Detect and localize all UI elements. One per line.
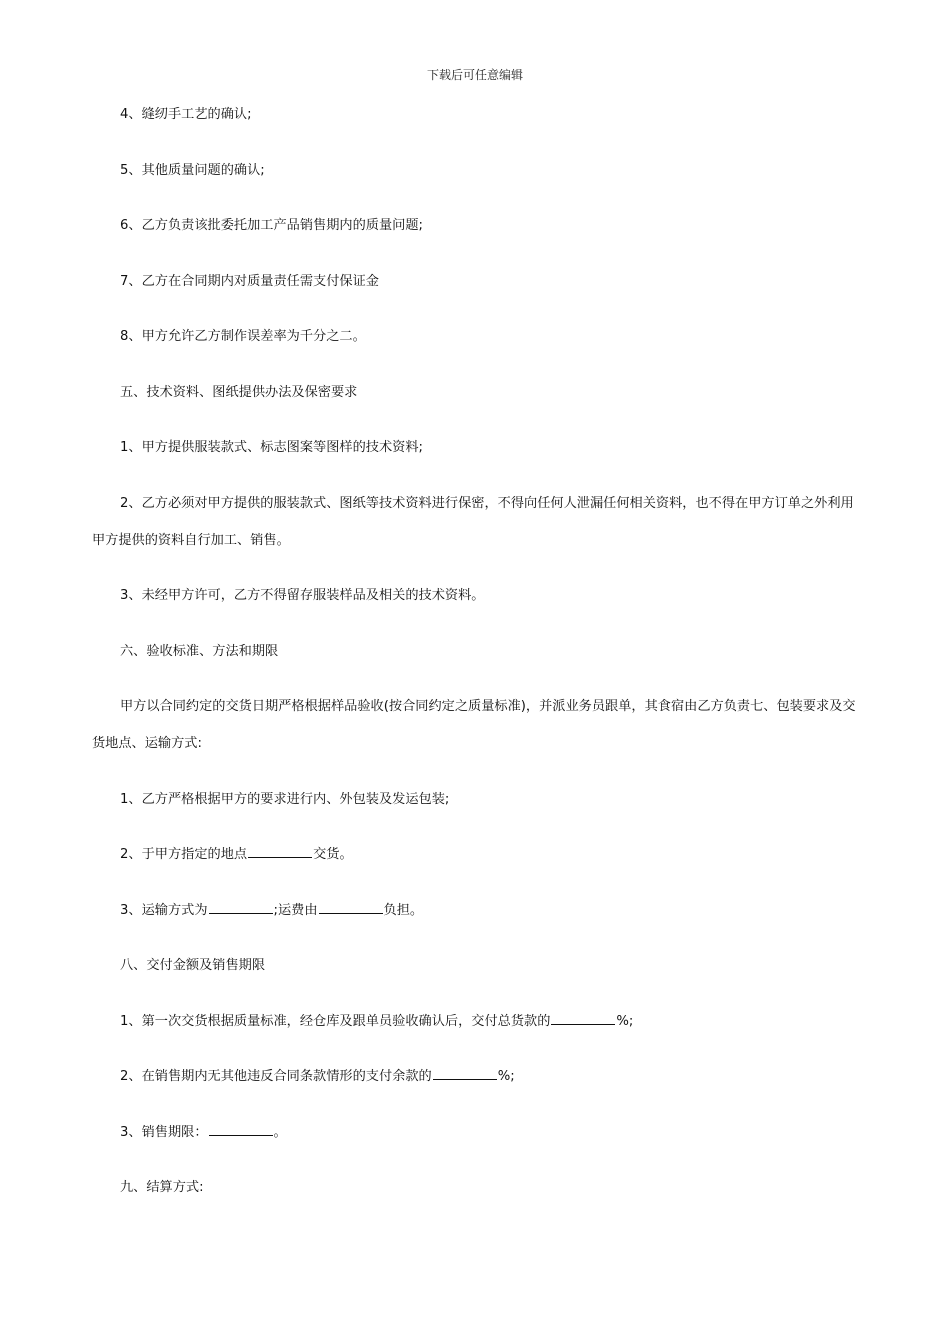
document-body — [92, 96, 858, 1225]
fill-blank-line — [433, 1065, 497, 1080]
text-segment: 3、销售期限： — [120, 1124, 208, 1140]
fill-blank-line — [319, 899, 383, 914]
page-header: 下载后可任意编辑 — [426, 68, 523, 82]
section-heading-6: 六、验收标准、方法和期限 — [120, 643, 279, 659]
text-segment: 交货。 — [313, 847, 353, 862]
paragraph-tech-1: 1、甲方提供服装款式、标志图案等图样的技术资料; — [120, 440, 423, 455]
paragraph-quality-8: 8、甲方允许乙方制作误差率为千分之二。 — [120, 329, 366, 344]
paragraph-acceptance: 甲方以合同约定的交货日期严格根据样品验收(按合同约定之质量标准)，并派业务员跟单，其食宿由乙方负责七、包装要求及交货地点、运输方式: — [92, 699, 856, 751]
paragraph-packing-2 — [92, 836, 858, 873]
text-segment: ;运费由 — [273, 902, 318, 918]
paragraph-packing-1: 1、乙方严格根据甲方的要求进行内、外包装及发运包装; — [120, 791, 450, 807]
text-segment: 3、运输方式为 — [120, 902, 208, 918]
paragraph-tech-2: 2、乙方必须对甲方提供的服装款式、图纸等技术资料进行保密，不得向任何人泄漏任何相关资料，也不得在甲方订单之外利用甲方提供的资料自行加工、销售。 — [92, 495, 854, 548]
fill-blank-line — [248, 843, 312, 858]
text-segment: 1、第一次交货根据质量标准，经仓库及跟单员验收确认后，交付总货款的 — [120, 1013, 551, 1029]
fill-blank-line — [551, 1010, 615, 1025]
text-segment: 2、在销售期内无其他违反合同条款情形的支付余款的 — [120, 1069, 432, 1084]
text-segment: 。 — [273, 1124, 287, 1140]
text-segment: %; — [616, 1013, 634, 1029]
paragraph-tech-3: 3、未经甲方许可，乙方不得留存服装样品及相关的技术资料。 — [120, 588, 485, 603]
paragraph-packing-3 — [92, 892, 858, 929]
text-segment: 负担。 — [383, 902, 424, 918]
fill-blank-line — [209, 899, 273, 914]
fill-blank-line — [209, 1121, 273, 1136]
paragraph-quality-6: 6、乙方负责该批委托加工产品销售期内的质量问题; — [120, 218, 423, 233]
paragraph-quality-5: 5、其他质量问题的确认; — [120, 162, 265, 178]
section-heading-5: 五、技术资料、图纸提供办法及保密要求 — [120, 384, 358, 400]
section-heading-9: 九、结算方式: — [120, 1180, 204, 1195]
paragraph-payment-1 — [92, 1003, 858, 1040]
paragraph-quality-7: 7、乙方在合同期内对质量责任需支付保证金 — [120, 273, 379, 289]
paragraph-payment-3 — [92, 1114, 858, 1151]
paragraph-payment-2 — [92, 1058, 858, 1095]
text-segment: %; — [497, 1069, 515, 1084]
text-segment: 2、于甲方指定的地点 — [120, 847, 248, 862]
section-heading-8: 八、交付金额及销售期限 — [120, 958, 266, 973]
paragraph-quality-4: 4、缝纫手工艺的确认; — [120, 107, 252, 122]
